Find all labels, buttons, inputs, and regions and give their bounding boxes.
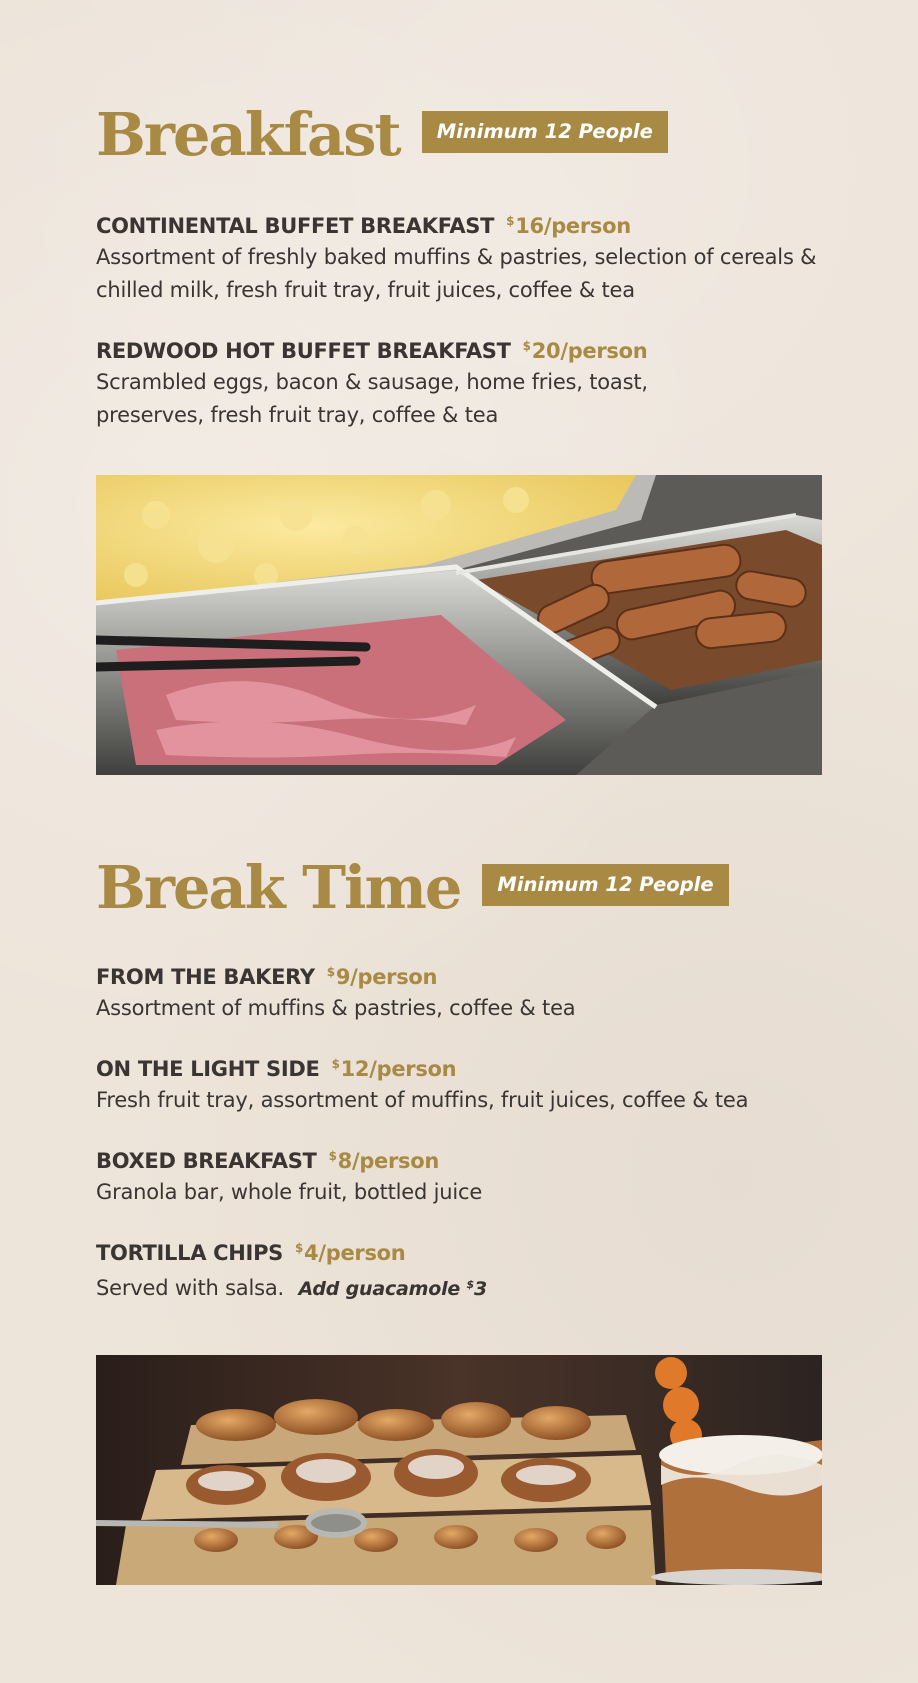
item-price: $16/person <box>506 214 631 238</box>
item-price: $12/person <box>331 1057 457 1081</box>
break-time-title: Break Time <box>96 853 461 922</box>
item-name: FROM THE BAKERY <box>96 965 315 989</box>
item-price: $20/person <box>522 339 648 363</box>
breakfast-title: Breakfast <box>96 100 400 169</box>
menu-item-redwood-hot <box>96 331 856 432</box>
item-price: $8/person <box>328 1149 440 1173</box>
break-time-minimum-badge: Minimum 12 People <box>482 864 728 906</box>
pastry-illustration <box>96 1355 822 1585</box>
item-description: Fresh fruit tray, assortment of muffins, fruit juices, coffee & tea <box>96 1088 749 1112</box>
item-name: ON THE LIGHT SIDE <box>96 1057 320 1081</box>
item-description: Scrambled eggs, bacon & sausage, home fries, toast, preserves, fresh fruit tray, coffee & tea <box>96 370 648 427</box>
menu-item-boxed-breakfast <box>96 1141 856 1209</box>
item-price: $4/person <box>294 1241 406 1265</box>
item-name: TORTILLA CHIPS <box>96 1241 283 1265</box>
item-description <box>96 1268 856 1306</box>
menu-item-continental <box>96 206 856 307</box>
breakfast-heading-row <box>96 100 836 170</box>
breakfast-minimum-badge: Minimum 12 People <box>422 111 668 153</box>
item-description: Assortment of freshly baked muffins & pastries, selection of cereals & chilled milk, fresh fruit tray, fruit juices, coffee & tea <box>96 245 817 302</box>
breakfast-section <box>96 100 836 440</box>
break-time-heading-row <box>96 853 836 923</box>
guacamole-addon: Add guacamole $3 <box>298 1278 488 1300</box>
item-description-text: Served with salsa. <box>96 1276 284 1300</box>
buffet-tray-illustration <box>96 475 822 775</box>
item-name: REDWOOD HOT BUFFET BREAKFAST <box>96 339 511 363</box>
break-time-section <box>96 853 836 1313</box>
item-name: BOXED BREAKFAST <box>96 1149 317 1173</box>
item-description: Assortment of muffins & pastries, coffee & tea <box>96 996 576 1020</box>
pastry-display-photo <box>96 1355 822 1585</box>
menu-item-tortilla-chips <box>96 1233 856 1306</box>
item-name: CONTINENTAL BUFFET BREAKFAST <box>96 214 495 238</box>
menu-item-from-the-bakery <box>96 957 856 1025</box>
menu-item-on-the-light-side <box>96 1049 856 1117</box>
item-price: $9/person <box>326 965 438 989</box>
breakfast-buffet-photo <box>96 475 822 775</box>
item-description: Granola bar, whole fruit, bottled juice <box>96 1180 483 1204</box>
